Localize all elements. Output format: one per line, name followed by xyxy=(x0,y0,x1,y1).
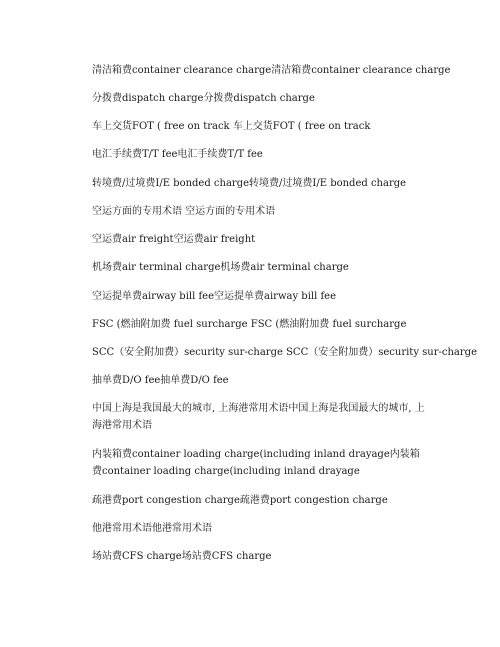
section-heading-air-freight-terms: 空运方面的专用术语 空运方面的专用术语 xyxy=(92,206,276,217)
term-line-scc: SCC（安全附加费）security sur-charge SCC（安全附加费）security sur-charge xyxy=(92,347,477,358)
term-line-tt-fee: 电汇手续费T/T fee电汇手续费T/T fee xyxy=(92,149,263,160)
term-line-fsc: FSC (燃油附加费 fuel surcharge FSC (燃油附加费 fuel surcharge xyxy=(92,319,407,330)
term-line-dispatch-charge: 分拨费dispatch charge分拨费dispatch charge xyxy=(92,93,315,104)
term-line-airway-bill: 空运提单费airway bill fee空运提单费airway bill fee xyxy=(92,291,337,302)
term-line-air-freight: 空运费air freight空运费air freight xyxy=(92,234,256,245)
section-heading-other-port-terms: 他港常用术语他港常用术语 xyxy=(92,523,212,534)
section-heading-shanghai-port-terms: 中国上海是我国最大的城市, 上海港常用术语中国上海是我国最大的城市, 上海港常用术语 xyxy=(92,403,425,431)
term-line-air-terminal: 机场费air terminal charge机场费air terminal charge xyxy=(92,262,349,273)
term-line-port-congestion: 疏港费port congestion charge疏港费port congestion charge xyxy=(92,495,388,506)
term-line-ie-bonded: 转境费/过境费I/E bonded charge转境费/过境费I/E bonded charge xyxy=(92,178,407,189)
term-line-cfs-charge: 场站费CFS charge场站费CFS charge xyxy=(92,551,272,562)
term-line-container-clearance: 清洁箱费container clearance charge清洁箱费container clearance charge xyxy=(92,65,451,76)
term-line-do-fee: 抽单费D/O fee抽单费D/O fee xyxy=(92,375,229,386)
term-line-fot: 车上交货FOT ( free on track 车上交货FOT ( free on track xyxy=(92,121,371,132)
term-line-container-loading: 内装箱费container loading charge(including inland drayage内装箱费container loading charge(including inland drayage xyxy=(92,449,420,477)
